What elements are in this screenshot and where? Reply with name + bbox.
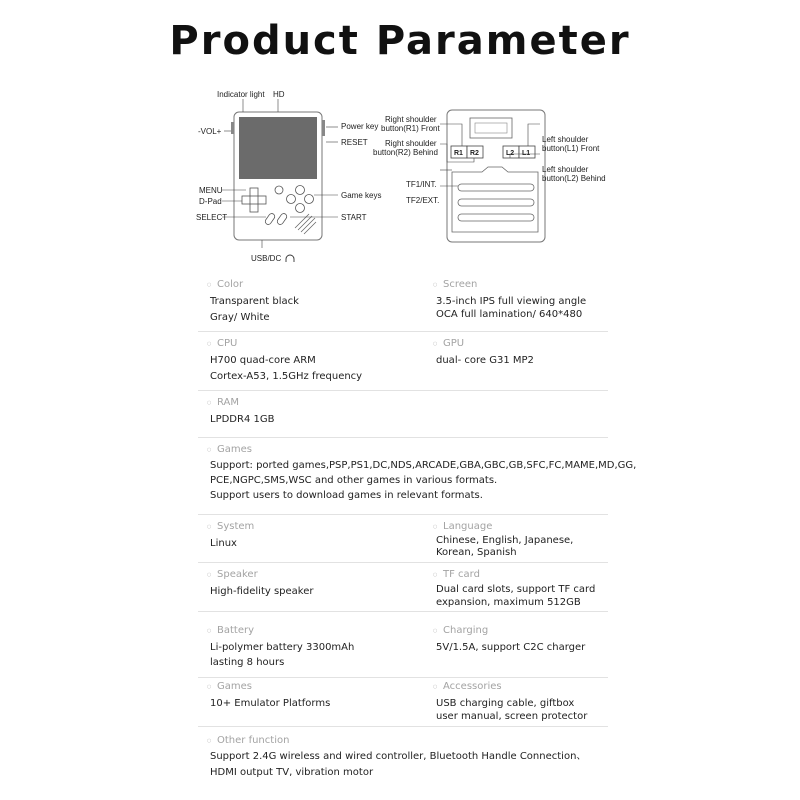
key-r2-label: R2 <box>470 150 479 157</box>
label-r2-line1: Right shoulder <box>385 139 437 148</box>
divider <box>198 726 608 727</box>
spec-value: Support users to download games in relevant formats. <box>210 490 483 501</box>
key-l2-label: L2 <box>506 150 515 157</box>
spec-label: ○ TF card <box>443 569 480 580</box>
spec-value: Support: ported games,PSP,PS1,DC,NDS,ARCADE,GBA,GBC,GB,SFC,FC,MAME,MD,GG, <box>210 460 637 471</box>
spec-label: ○ GPU <box>443 338 464 349</box>
spec-value: Linux <box>210 538 237 549</box>
device-diagram <box>0 80 800 270</box>
spec-value: Transparent black <box>210 296 299 307</box>
divider <box>198 390 608 391</box>
key-l1-label: L1 <box>522 150 531 157</box>
back-view <box>373 110 606 242</box>
label-game-keys: Game keys <box>341 191 382 200</box>
label-menu: MENU <box>199 186 223 195</box>
label-reset: RESET <box>341 138 368 147</box>
label-vol: -VOL+ <box>198 127 222 136</box>
spec-value: 5V/1.5A, support C2C charger <box>436 642 586 653</box>
divider <box>198 677 608 678</box>
spec-label: ○ Battery <box>217 625 254 636</box>
spec-value: USB charging cable, giftbox <box>436 698 575 709</box>
spec-label: ○ CPU <box>217 338 237 349</box>
spec-value: Korean, Spanish <box>436 547 517 558</box>
front-view <box>196 90 381 263</box>
spec-label: ○ Other function <box>217 735 289 746</box>
label-indicator-light: Indicator light <box>217 90 265 99</box>
label-tf1: TF1/INT. <box>406 180 437 189</box>
spec-label: ○ Games <box>217 681 252 692</box>
spec-label: ○ Accessories <box>443 681 502 692</box>
spec-value: Cortex-A53, 1.5GHz frequency <box>210 371 363 382</box>
divider <box>198 331 608 332</box>
spec-value: 10+ Emulator Platforms <box>210 698 331 709</box>
spec-value: expansion, maximum 512GB <box>436 597 581 608</box>
spec-value: HDMI output TV, vibration motor <box>210 767 374 778</box>
spec-label: ○ Speaker <box>217 569 258 580</box>
spec-label: ○ RAM <box>217 397 239 408</box>
spec-label: ○ Language <box>443 521 492 532</box>
spec-label: ○ Screen <box>443 279 477 290</box>
divider <box>198 611 608 612</box>
spec-value: dual- core G31 MP2 <box>436 355 534 366</box>
divider <box>198 514 608 515</box>
spec-value: Gray/ White <box>210 312 270 323</box>
back-vents <box>452 167 538 232</box>
spec-value: OCA full lamination/ 640*480 <box>436 309 583 320</box>
label-l1-line2: button(L1) Front <box>542 144 600 153</box>
spec-label: ○ Games <box>217 444 252 455</box>
spec-label: ○ Color <box>217 279 243 290</box>
label-r2-line2: button(R2) Behind <box>373 148 438 157</box>
label-select: SELECT <box>196 213 228 222</box>
divider <box>198 562 608 563</box>
game-keys-icon <box>287 186 314 213</box>
label-usb-dc: USB/DC <box>251 254 282 263</box>
label-hd: HD <box>273 90 285 99</box>
select-start-icon <box>264 212 288 225</box>
spec-label: ○ Charging <box>443 625 488 636</box>
spec-value: PCE,NGPC,SMS,WSC and other games in various formats. <box>210 475 498 486</box>
spec-value: LPDDR4 1GB <box>210 414 275 425</box>
spec-value: Support 2.4G wireless and wired controller, Bluetooth Handle Connection、 <box>210 751 587 762</box>
spec-value: lasting 8 hours <box>210 657 285 668</box>
label-r1-line1: Right shoulder <box>385 115 437 124</box>
divider <box>198 437 608 438</box>
headphone-jack-icon <box>286 255 294 262</box>
label-tf2: TF2/EXT. <box>406 196 440 205</box>
spec-value: H700 quad-core ARM <box>210 355 316 366</box>
spec-value: user manual, screen protector <box>436 711 588 722</box>
key-r1-label: R1 <box>454 150 463 157</box>
label-l2-line1: Left shoulder <box>542 165 589 174</box>
spec-value: High-fidelity speaker <box>210 586 314 597</box>
spec-value: Dual card slots, support TF card <box>436 584 596 595</box>
page-title: Product Parameter <box>169 18 631 64</box>
spec-value: 3.5-inch IPS full viewing angle <box>436 296 587 307</box>
spec-value: Chinese, English, Japanese, <box>436 535 574 546</box>
label-dpad: D-Pad <box>199 197 222 206</box>
label-r1-line2: button(R1) Front <box>381 124 440 133</box>
spec-value: Li-polymer battery 3300mAh <box>210 642 355 653</box>
menu-button-icon <box>275 186 283 194</box>
label-l1-line1: Left shoulder <box>542 135 589 144</box>
label-start: START <box>341 213 367 222</box>
screen-display <box>239 117 317 179</box>
label-l2-line2: button(L2) Behind <box>542 174 606 183</box>
dpad-icon <box>242 188 266 212</box>
spec-label: ○ System <box>217 521 254 532</box>
label-power-key: Power key <box>341 122 379 131</box>
